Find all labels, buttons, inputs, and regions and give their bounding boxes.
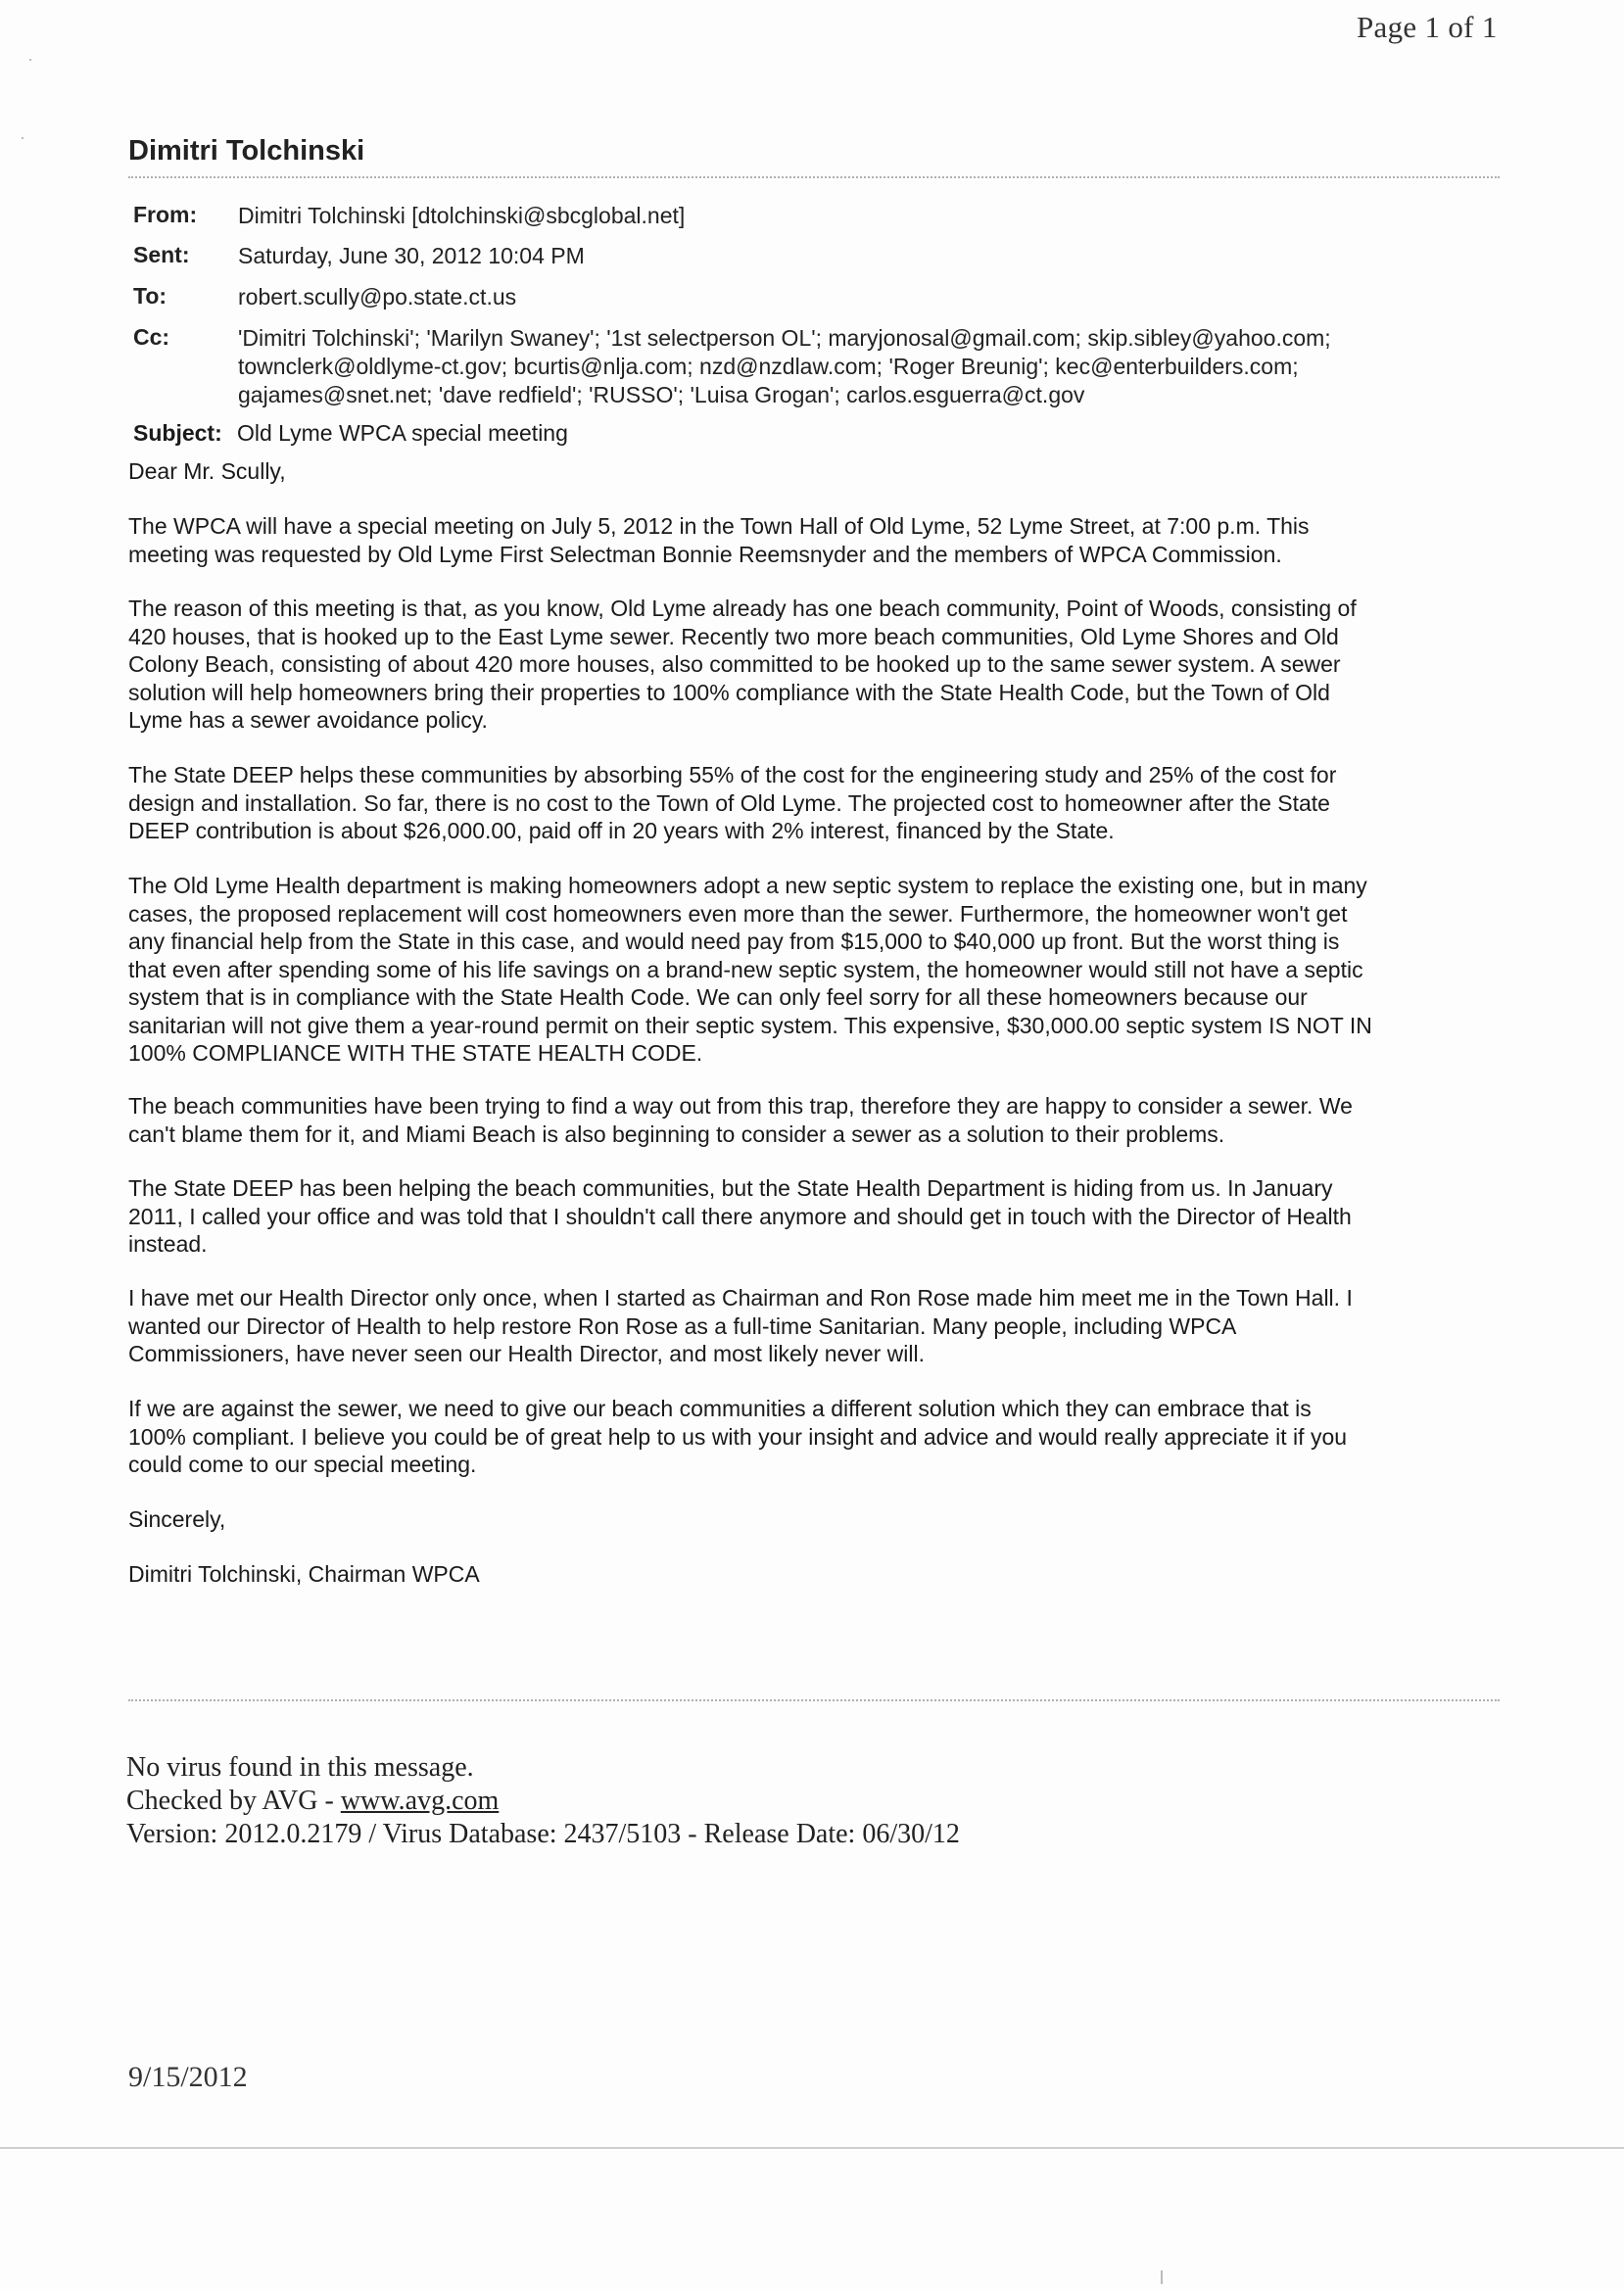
- body-line: can't blame them for it, and Miami Beach is also beginning to consider a sewer as a solution to their problems.: [128, 1121, 1225, 1147]
- cc-label: Cc:: [133, 324, 170, 350]
- body-line: The beach communities have been trying to find a way out from this trap, therefore they are happy to consider a sewer. We: [128, 1093, 1353, 1119]
- body-line: The State DEEP has been helping the beach communities, but the State Health Department is hiding from us. In January: [128, 1175, 1333, 1201]
- body-line: If we are against the sewer, we need to give our beach communities a different solution which they can embrace that is: [128, 1396, 1312, 1421]
- footer-divider: [128, 1699, 1500, 1701]
- body-line: The State DEEP helps these communities by absorbing 55% of the cost for the engineering study and 25% of the cost for: [128, 762, 1337, 787]
- body-line: wanted our Director of Health to help restore Ron Rose as a full-time Sanitarian. Many people, including WPCA: [128, 1312, 1237, 1339]
- avg-line-1: No virus found in this message.: [126, 1752, 474, 1783]
- scan-speck: [22, 137, 24, 139]
- cc-line: townclerk@oldlyme-ct.gov; bcurtis@nlja.com; nzd@nzdlaw.com; 'Roger Breunig'; kec@enterbuilders.com;: [238, 354, 1299, 379]
- footer-date: 9/15/2012: [128, 2061, 248, 2093]
- sender-name-heading: Dimitri Tolchinski: [128, 135, 365, 167]
- paragraph-1: [128, 512, 1509, 568]
- sent-label: Sent:: [133, 242, 190, 267]
- body-line: DEEP contribution is about $26,000.00, paid off in 20 years with 2% interest, financed by the State.: [128, 818, 1115, 843]
- body-line: system that is in compliance with the State Health Code. We can only feel sorry for all these homeowners because our: [128, 984, 1308, 1010]
- paragraph-3: [128, 761, 1509, 845]
- paragraph-2: [128, 595, 1509, 735]
- header-divider: [128, 176, 1500, 178]
- avg-link[interactable]: www.avg.com: [340, 1786, 500, 1816]
- body-line: any financial help from the State in this case, and would need pay from $15,000 to $40,000 up front. But the worst thing is: [128, 929, 1340, 954]
- avg-line-2: [126, 1785, 960, 1818]
- body-line: cases, the proposed replacement will cost homeowners even more than the sewer. Furthermore, the homeowner won't get: [128, 900, 1348, 927]
- subject-value: Old Lyme WPCA special meeting: [237, 420, 568, 446]
- greeting: Dear Mr. Scully,: [128, 458, 286, 484]
- avg-line-3: Version: 2012.0.2179 / Virus Database: 2437/5103 - Release Date: 06/30/12: [126, 1819, 960, 1849]
- paragraph-4: [128, 872, 1509, 1068]
- body-line: sanitarian will not give them a year-round permit on their septic system. This expensive, $30,000.00 septic system IS NOT IN: [128, 1012, 1372, 1038]
- cc-value: [238, 324, 1511, 409]
- body-line: The reason of this meeting is that, as you know, Old Lyme already has one beach community, Point of Woods, consisting of: [128, 596, 1357, 621]
- body-line: The WPCA will have a special meeting on July 5, 2012 in the Town Hall of Old Lyme, 52 Lyme Street, at 7:00 p.m. This: [128, 513, 1310, 539]
- body-line: 2011, I called your office and was told that I shouldn't call there anymore and should get in touch with the Director of Health: [128, 1203, 1352, 1229]
- body-line: could come to our special meeting.: [128, 1452, 477, 1477]
- from-value: Dimitri Tolchinski [dtolchinski@sbcglobal.net]: [238, 203, 686, 228]
- cc-line: gajames@snet.net; 'dave redfield'; 'RUSSO'; 'Luisa Grogan'; carlos.esguerra@ct.gov: [238, 382, 1085, 407]
- body-line: 420 houses, that is hooked up to the East Lyme sewer. Recently two more beach communities, Old Lyme Shores and Old: [128, 623, 1339, 649]
- subject-label: Subject:: [133, 420, 222, 446]
- sent-value: Saturday, June 30, 2012 10:04 PM: [238, 243, 585, 268]
- scan-edge-line: [0, 2147, 1624, 2149]
- cc-line: 'Dimitri Tolchinski'; 'Marilyn Swaney'; '1st selectperson OL'; maryjonosal@gmail.com; skip.sibley@yahoo.com;: [238, 325, 1331, 351]
- avg-notice: [126, 1751, 960, 1851]
- paragraph-6: [128, 1174, 1509, 1259]
- body-line: meeting was requested by Old Lyme First Selectman Bonnie Reemsnyder and the members of WPCA Commission.: [128, 541, 1282, 567]
- scan-speck: [29, 59, 31, 61]
- avg-checked-text: Checked by AVG -: [126, 1786, 341, 1816]
- body-line: Commissioners, have never seen our Health Director, and most likely never will.: [128, 1341, 925, 1366]
- body-line: Colony Beach, consisting of about 420 more houses, also committed to be hooked up to the same sewer system. A sewer: [128, 651, 1341, 677]
- body-line: design and installation. So far, there is no cost to the Town of Old Lyme. The projected cost to homeowner after the State: [128, 789, 1330, 816]
- from-label: From:: [133, 202, 198, 227]
- paragraph-5: [128, 1092, 1509, 1148]
- body-line: that even after spending some of his life savings on a brand-new septic system, the homeowner would still not have a septic: [128, 956, 1363, 982]
- body-line: instead.: [128, 1231, 208, 1257]
- signature: Dimitri Tolchinski, Chairman WPCA: [128, 1561, 480, 1587]
- scan-speck: [1161, 2270, 1163, 2284]
- body-line: 100% compliant. I believe you could be of great help to us with your insight and advice and would really appreciate it if you: [128, 1423, 1348, 1450]
- paragraph-7: [128, 1284, 1509, 1368]
- body-line: 100% COMPLIANCE WITH THE STATE HEALTH CODE.: [128, 1040, 703, 1066]
- closing: Sincerely,: [128, 1506, 226, 1532]
- body-line: Lyme has a sewer avoidance policy.: [128, 707, 488, 733]
- body-line: I have met our Health Director only once, when I started as Chairman and Ron Rose made him meet me in the Town Hall. I: [128, 1285, 1353, 1311]
- body-line: The Old Lyme Health department is making homeowners adopt a new septic system to replace the existing one, but in many: [128, 873, 1367, 898]
- page-number: Page 1 of 1: [1357, 10, 1498, 44]
- to-value: robert.scully@po.state.ct.us: [238, 284, 517, 310]
- to-label: To:: [133, 283, 167, 309]
- body-line: solution will help homeowners bring their properties to 100% compliance with the State Health Code, but the Town of Old: [128, 679, 1330, 705]
- paragraph-8: [128, 1395, 1509, 1479]
